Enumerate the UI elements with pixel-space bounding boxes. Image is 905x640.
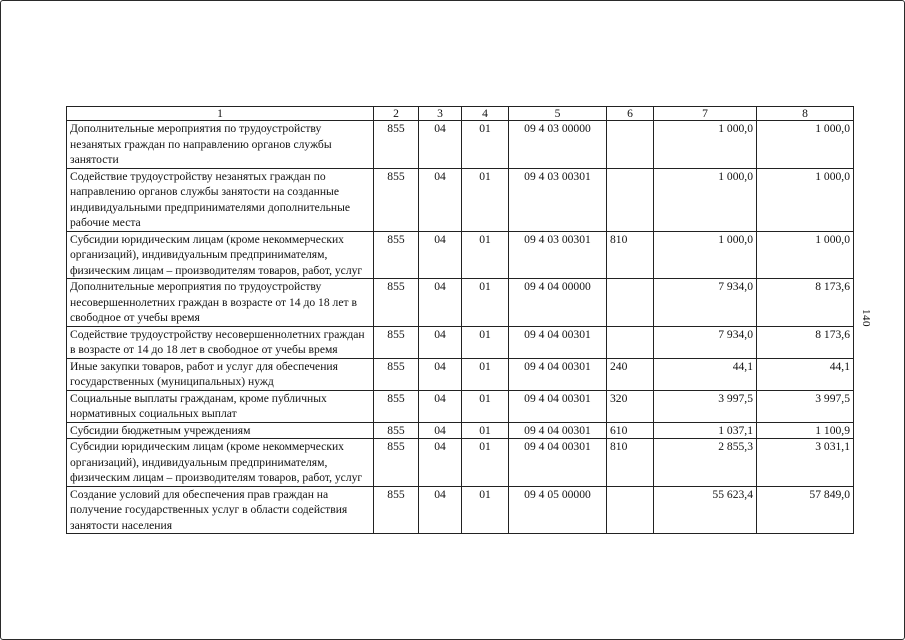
expense-type-cell — [607, 121, 654, 169]
table-row — [67, 168, 854, 231]
admin-code-cell: 855 — [374, 279, 419, 327]
expense-type-cell: 610 — [607, 422, 654, 439]
amount-year-1-cell: 2 855,3 — [654, 439, 757, 487]
amount-year-2-cell: 8 173,6 — [757, 279, 854, 327]
subsection-code-cell: 01 — [462, 231, 509, 279]
admin-code-cell: 855 — [374, 121, 419, 169]
section-code-cell: 04 — [419, 168, 462, 231]
subsection-code-cell: 01 — [462, 358, 509, 390]
section-code-cell: 04 — [419, 422, 462, 439]
subsection-code-cell: 01 — [462, 121, 509, 169]
amount-year-1-cell: 1 000,0 — [654, 168, 757, 231]
item-name-cell: Содействие трудоустройству незанятых граждан по направлению органов службы занятости на созданные индивидуальными предпринимателями дополнительные рабочие места — [67, 168, 374, 231]
section-code-cell: 04 — [419, 390, 462, 422]
item-name-cell: Субсидии бюджетным учреждениям — [67, 422, 374, 439]
subsection-code-cell: 01 — [462, 439, 509, 487]
amount-year-2-cell: 1 000,0 — [757, 231, 854, 279]
subsection-code-cell: 01 — [462, 279, 509, 327]
item-name-cell: Создание условий для обеспечения прав граждан на получение государственных услуг в области содействия занятости населения — [67, 486, 374, 534]
expense-type-cell — [607, 486, 654, 534]
amount-year-1-cell: 7 934,0 — [654, 279, 757, 327]
admin-code-cell: 855 — [374, 358, 419, 390]
amount-year-2-cell: 8 173,6 — [757, 326, 854, 358]
header-cell: 5 — [509, 107, 607, 121]
table-row — [67, 390, 854, 422]
header-cell: 8 — [757, 107, 854, 121]
amount-year-2-cell: 3 997,5 — [757, 390, 854, 422]
admin-code-cell: 855 — [374, 390, 419, 422]
amount-year-1-cell: 7 934,0 — [654, 326, 757, 358]
amount-year-1-cell: 3 997,5 — [654, 390, 757, 422]
item-name-cell: Дополнительные мероприятия по трудоустройству незанятых граждан по направлению органов службы занятости — [67, 121, 374, 169]
expense-type-cell — [607, 326, 654, 358]
target-code-cell: 09 4 05 00000 — [509, 486, 607, 534]
table-row — [67, 121, 854, 169]
target-code-cell: 09 4 04 00301 — [509, 390, 607, 422]
section-code-cell: 04 — [419, 358, 462, 390]
amount-year-1-cell: 1 000,0 — [654, 231, 757, 279]
table-row — [67, 326, 854, 358]
section-code-cell: 04 — [419, 439, 462, 487]
target-code-cell: 09 4 03 00000 — [509, 121, 607, 169]
target-code-cell: 09 4 04 00301 — [509, 326, 607, 358]
target-code-cell: 09 4 04 00301 — [509, 358, 607, 390]
section-code-cell: 04 — [419, 279, 462, 327]
item-name-cell: Субсидии юридическим лицам (кроме некоммерческих организаций), индивидуальным предпринимателям, физическим лицам – производителям товаров, работ, услуг — [67, 231, 374, 279]
header-cell: 6 — [607, 107, 654, 121]
amount-year-2-cell: 1 000,0 — [757, 121, 854, 169]
amount-year-2-cell: 57 849,0 — [757, 486, 854, 534]
admin-code-cell: 855 — [374, 439, 419, 487]
section-code-cell: 04 — [419, 231, 462, 279]
amount-year-2-cell: 1 100,9 — [757, 422, 854, 439]
header-cell: 3 — [419, 107, 462, 121]
expense-type-cell: 240 — [607, 358, 654, 390]
header-cell: 7 — [654, 107, 757, 121]
admin-code-cell: 855 — [374, 231, 419, 279]
table-row — [67, 358, 854, 390]
section-code-cell: 04 — [419, 326, 462, 358]
item-name-cell: Субсидии юридическим лицам (кроме некоммерческих организаций), индивидуальным предпринимателям, физическим лицам – производителям товаров, работ, услуг — [67, 439, 374, 487]
target-code-cell: 09 4 04 00301 — [509, 422, 607, 439]
target-code-cell: 09 4 03 00301 — [509, 231, 607, 279]
expense-type-cell: 320 — [607, 390, 654, 422]
amount-year-1-cell: 55 623,4 — [654, 486, 757, 534]
expense-type-cell — [607, 279, 654, 327]
budget-table — [66, 106, 854, 534]
table-row — [67, 439, 854, 487]
target-code-cell: 09 4 04 00301 — [509, 439, 607, 487]
amount-year-1-cell: 44,1 — [654, 358, 757, 390]
admin-code-cell: 855 — [374, 168, 419, 231]
admin-code-cell: 855 — [374, 326, 419, 358]
header-cell: 4 — [462, 107, 509, 121]
item-name-cell: Иные закупки товаров, работ и услуг для обеспечения государственных (муниципальных) нужд — [67, 358, 374, 390]
header-cell: 2 — [374, 107, 419, 121]
item-name-cell: Дополнительные мероприятия по трудоустройству несовершеннолетних граждан в возрасте от 14 до 18 лет в свободное от учебы время — [67, 279, 374, 327]
expense-type-cell — [607, 168, 654, 231]
table-row — [67, 279, 854, 327]
header-cell: 1 — [67, 107, 374, 121]
section-code-cell: 04 — [419, 121, 462, 169]
table-row — [67, 422, 854, 439]
admin-code-cell: 855 — [374, 486, 419, 534]
amount-year-2-cell: 44,1 — [757, 358, 854, 390]
subsection-code-cell: 01 — [462, 486, 509, 534]
subsection-code-cell: 01 — [462, 168, 509, 231]
section-code-cell: 04 — [419, 486, 462, 534]
item-name-cell: Социальные выплаты гражданам, кроме публичных нормативных социальных выплат — [67, 390, 374, 422]
amount-year-2-cell: 1 000,0 — [757, 168, 854, 231]
admin-code-cell: 855 — [374, 422, 419, 439]
page-number: 140 — [860, 309, 872, 327]
table-header-row — [67, 107, 854, 121]
target-code-cell: 09 4 03 00301 — [509, 168, 607, 231]
amount-year-1-cell: 1 037,1 — [654, 422, 757, 439]
table-row — [67, 231, 854, 279]
subsection-code-cell: 01 — [462, 390, 509, 422]
target-code-cell: 09 4 04 00000 — [509, 279, 607, 327]
item-name-cell: Содействие трудоустройству несовершеннолетних граждан в возрасте от 14 до 18 лет в свободное от учебы время — [67, 326, 374, 358]
amount-year-1-cell: 1 000,0 — [654, 121, 757, 169]
amount-year-2-cell: 3 031,1 — [757, 439, 854, 487]
table-row — [67, 486, 854, 534]
subsection-code-cell: 01 — [462, 326, 509, 358]
subsection-code-cell: 01 — [462, 422, 509, 439]
expense-type-cell: 810 — [607, 439, 654, 487]
expense-type-cell: 810 — [607, 231, 654, 279]
